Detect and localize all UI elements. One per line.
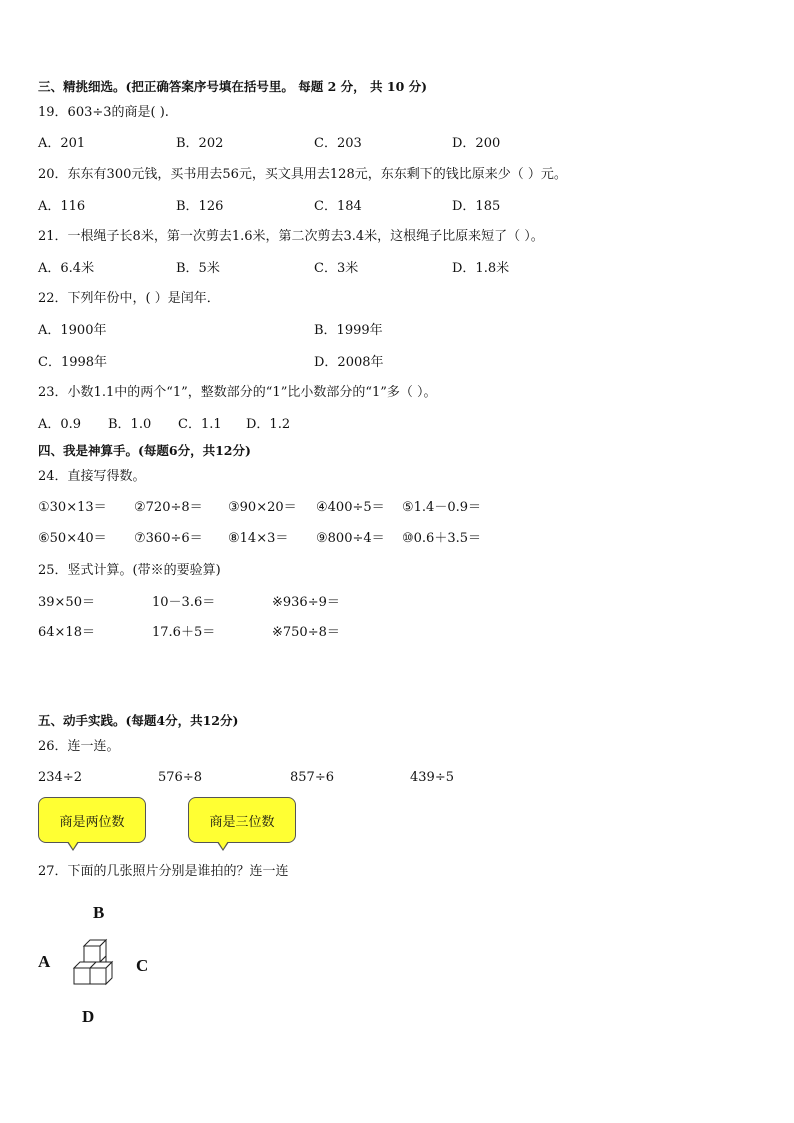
q23-option-c: C．1.1 [178, 417, 222, 432]
q24-item-8: ⑧14×3＝ [228, 531, 289, 546]
bubble-three-digit-label: 商是三位数 [209, 814, 275, 830]
q19-option-a: A．201 [38, 136, 86, 151]
q23-stem: 23．小数1.1中的两个“1”，整数部分的“1”比小数部分的“1”多（ ）。 [38, 385, 437, 400]
bubble-three-digit [188, 797, 296, 843]
q23-option-a: A．0.9 [38, 417, 82, 432]
q22-option-d: D．2008年 [314, 355, 384, 370]
q20-option-c: C．184 [314, 199, 362, 214]
q22-option-b: B．1999年 [314, 323, 383, 338]
q26-stem: 26．连一连。 [38, 739, 120, 754]
q23-option-b: B．1.0 [108, 417, 152, 432]
q25-item-2: 10－3.6＝ [152, 595, 216, 610]
section3-title: 三、精挑细选。(把正确答案序号填在括号里。 每题 2 分， 共 10 分) [38, 79, 428, 94]
bubble-two-digit [38, 797, 146, 843]
q24-item-6: ⑥50×40＝ [38, 531, 107, 546]
q24-stem: 24．直接写得数。 [38, 469, 146, 484]
q23-option-d: D．1.2 [246, 417, 291, 432]
q25-item-6: ※750÷8＝ [272, 625, 340, 640]
q27-stem: 27．下面的几张照片分别是谁拍的？连一连 [38, 864, 289, 879]
q19-option-d: D．200 [452, 136, 501, 151]
q24-item-4: ④400÷5＝ [316, 500, 385, 515]
q24-item-10: ⑩0.6＋3.5＝ [402, 531, 482, 546]
q19-stem: 19．603÷3的商是( ). [38, 105, 169, 120]
q20-option-d: D．185 [452, 199, 501, 214]
q20-option-b: B．126 [176, 199, 224, 214]
bubble-tail [217, 842, 229, 851]
q24-item-5: ⑤1.4－0.9＝ [402, 500, 482, 515]
q19-option-b: B．202 [176, 136, 224, 151]
q24-item-2: ②720÷8＝ [134, 500, 203, 515]
q20-stem: 20．东东有300元钱，买书用去56元，买文具用去128元，东东剩下的钱比原来少（ ）元。 [38, 167, 567, 182]
view-label-b: B [93, 903, 105, 922]
q24-item-7: ⑦360÷6＝ [134, 531, 203, 546]
q26-expression-1: 234÷2 [38, 770, 82, 785]
view-label-d: D [82, 1007, 95, 1026]
bubble-tail [67, 842, 79, 851]
q25-stem: 25．竖式计算。(带※的要验算) [38, 563, 221, 578]
q25-item-3: ※936÷9＝ [272, 595, 340, 610]
q24-item-9: ⑨800÷4＝ [316, 531, 385, 546]
q22-option-c: C．1998年 [38, 355, 108, 370]
section5-title: 五、动手实践。(每题4分，共12分) [38, 713, 239, 728]
q26-expression-2: 576÷8 [158, 770, 202, 785]
q22-option-a: A．1900年 [38, 323, 107, 338]
view-label-c: C [136, 956, 149, 975]
q21-stem: 21．一根绳子长8米，第一次剪去1.6米，第二次剪去3.4米，这根绳子比原来短了（ ）。 [38, 229, 544, 244]
q25-item-4: 64×18＝ [38, 625, 95, 640]
q25-item-1: 39×50＝ [38, 595, 95, 610]
q25-item-5: 17.6＋5＝ [152, 625, 216, 640]
q24-item-3: ③90×20＝ [228, 500, 297, 515]
q21-option-c: C．3米 [314, 261, 359, 276]
cube-stack-figure [68, 936, 124, 992]
q20-option-a: A．116 [38, 199, 86, 214]
q26-expression-3: 857÷6 [290, 770, 334, 785]
q26-expression-4: 439÷5 [410, 770, 454, 785]
section4-title: 四、我是神算手。(每题6分，共12分) [38, 443, 251, 458]
q19-option-c: C．203 [314, 136, 362, 151]
q21-option-a: A．6.4米 [38, 261, 95, 276]
q21-option-b: B．5米 [176, 261, 220, 276]
q21-option-d: D．1.8米 [452, 261, 510, 276]
q24-item-1: ①30×13＝ [38, 500, 107, 515]
view-label-a: A [38, 952, 51, 971]
q22-stem: 22．下列年份中，( ）是闰年． [38, 291, 220, 306]
bubble-two-digit-label: 商是两位数 [59, 814, 125, 830]
